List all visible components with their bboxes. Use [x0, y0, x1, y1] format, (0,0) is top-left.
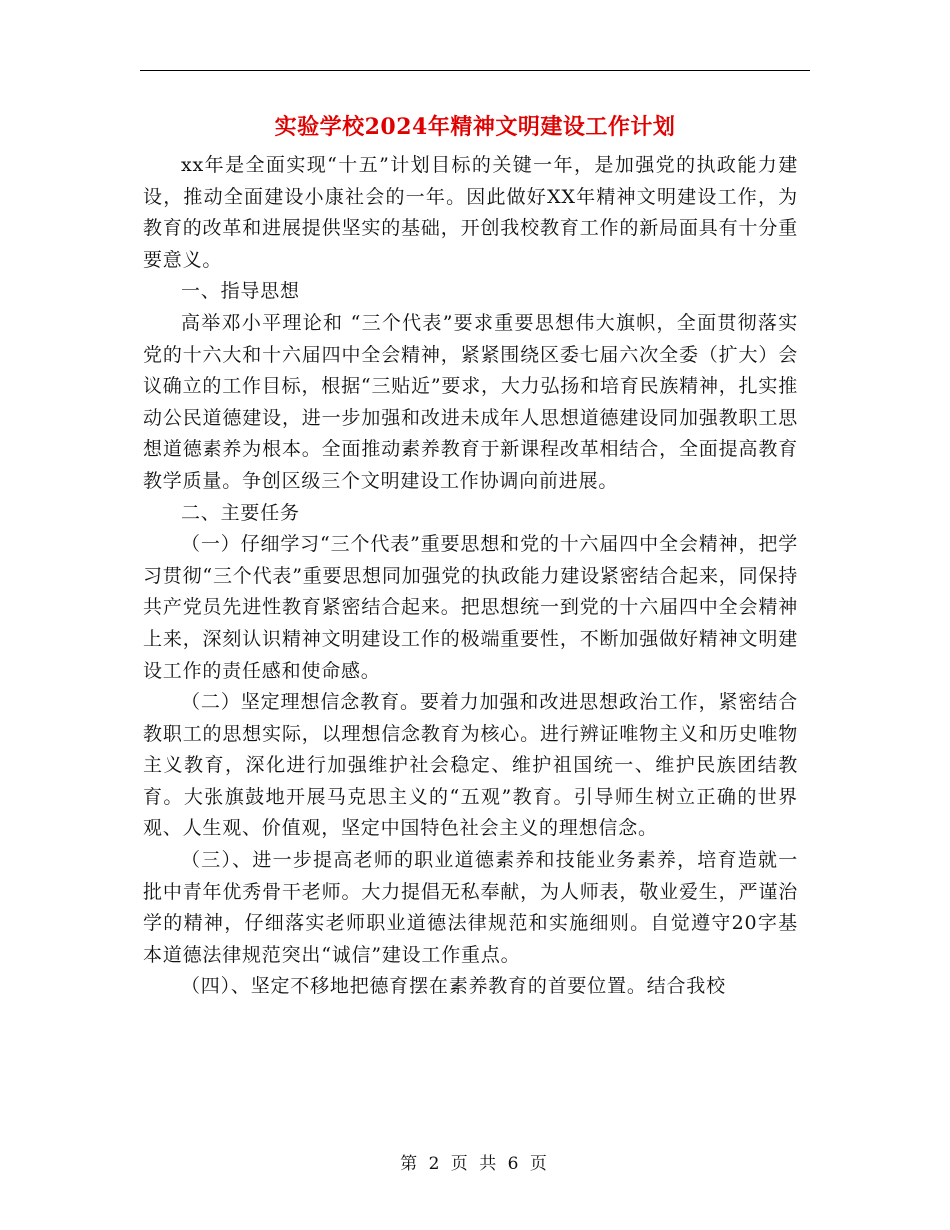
- page-number-footer: 第 2 页 共 6 页: [400, 1154, 550, 1174]
- header-rule: [140, 70, 810, 71]
- document-title: 实验学校2024年精神文明建设工作计划: [274, 114, 676, 140]
- paragraph-guiding-ideology: 高举邓小平理论和 “三个代表”要求重要思想伟大旗帜，全面贯彻落实党的十六大和十六届四中全会精神，紧紧围绕区委七届六次全委（扩大）会议确立的工作目标，根据“三贴近”要求，大力弘扬和培育民族精神，扎实推动公民道德建设，进一步加强和改进未成年人思想道德建设同加强教职工思想道德素养为根本。全面推动素养教育于新课程改革相结合，全面提高教育教学质量。争创区级三个文明建设工作协调向前进展。: [143, 311, 798, 492]
- paragraph-task-2: （二）坚定理想信念教育。要着力加强和改进思想政治工作，紧密结合教职工的思想实际，以理想信念教育为核心。进行辨证唯物主义和历史唯物主义教育，深化进行加强维护社会稳定、维护祖国统一、维护民族团结教育。大张旗鼓地开展马克思主义的“五观”教育。引导师生树立正确的世界观、人生观、价值观，坚定中国特色社会主义的理想信念。: [143, 691, 798, 840]
- paragraph-task-3: （三）、进一步提高老师的职业道德素养和技能业务素养，培育造就一批中青年优秀骨干老师。大力提倡无私奉献，为人师表，敬业爱生，严谨治学的精神，仔细落实老师职业道德法律规范和实施细则。自觉遵守20字基本道德法律规范突出“诚信”建设工作重点。: [143, 849, 798, 966]
- section-heading-guiding-ideology: 一、指导思想: [181, 280, 300, 303]
- section-heading-main-tasks: 二、主要任务: [181, 501, 300, 524]
- paragraph-task-4: （四）、坚定不移地把德育摆在素养教育的首要位置。结合我校: [181, 975, 726, 998]
- document-body: [143, 150, 798, 1003]
- paragraph-intro: xx年是全面实现“十五”计划目标的关键一年，是加强党的执政能力建设，推动全面建设小康社会的一年。因此做好XX年精神文明建设工作，为教育的改革和进展提供坚实的基础，开创我校教育工作的新局面具有十分重要意义。: [143, 154, 798, 271]
- paragraph-task-1: （一）仔细学习“三个代表”重要思想和党的十六届四中全会精神，把学习贯彻“三个代表”重要思想同加强党的执政能力建设紧密结合起来，同保持共产党员先进性教育紧密结合起来。把思想统一到党的十六届四中全会精神上来，深刻认识精神文明建设工作的极端重要性，不断加强做好精神文明建设工作的责任感和使命感。: [143, 533, 798, 682]
